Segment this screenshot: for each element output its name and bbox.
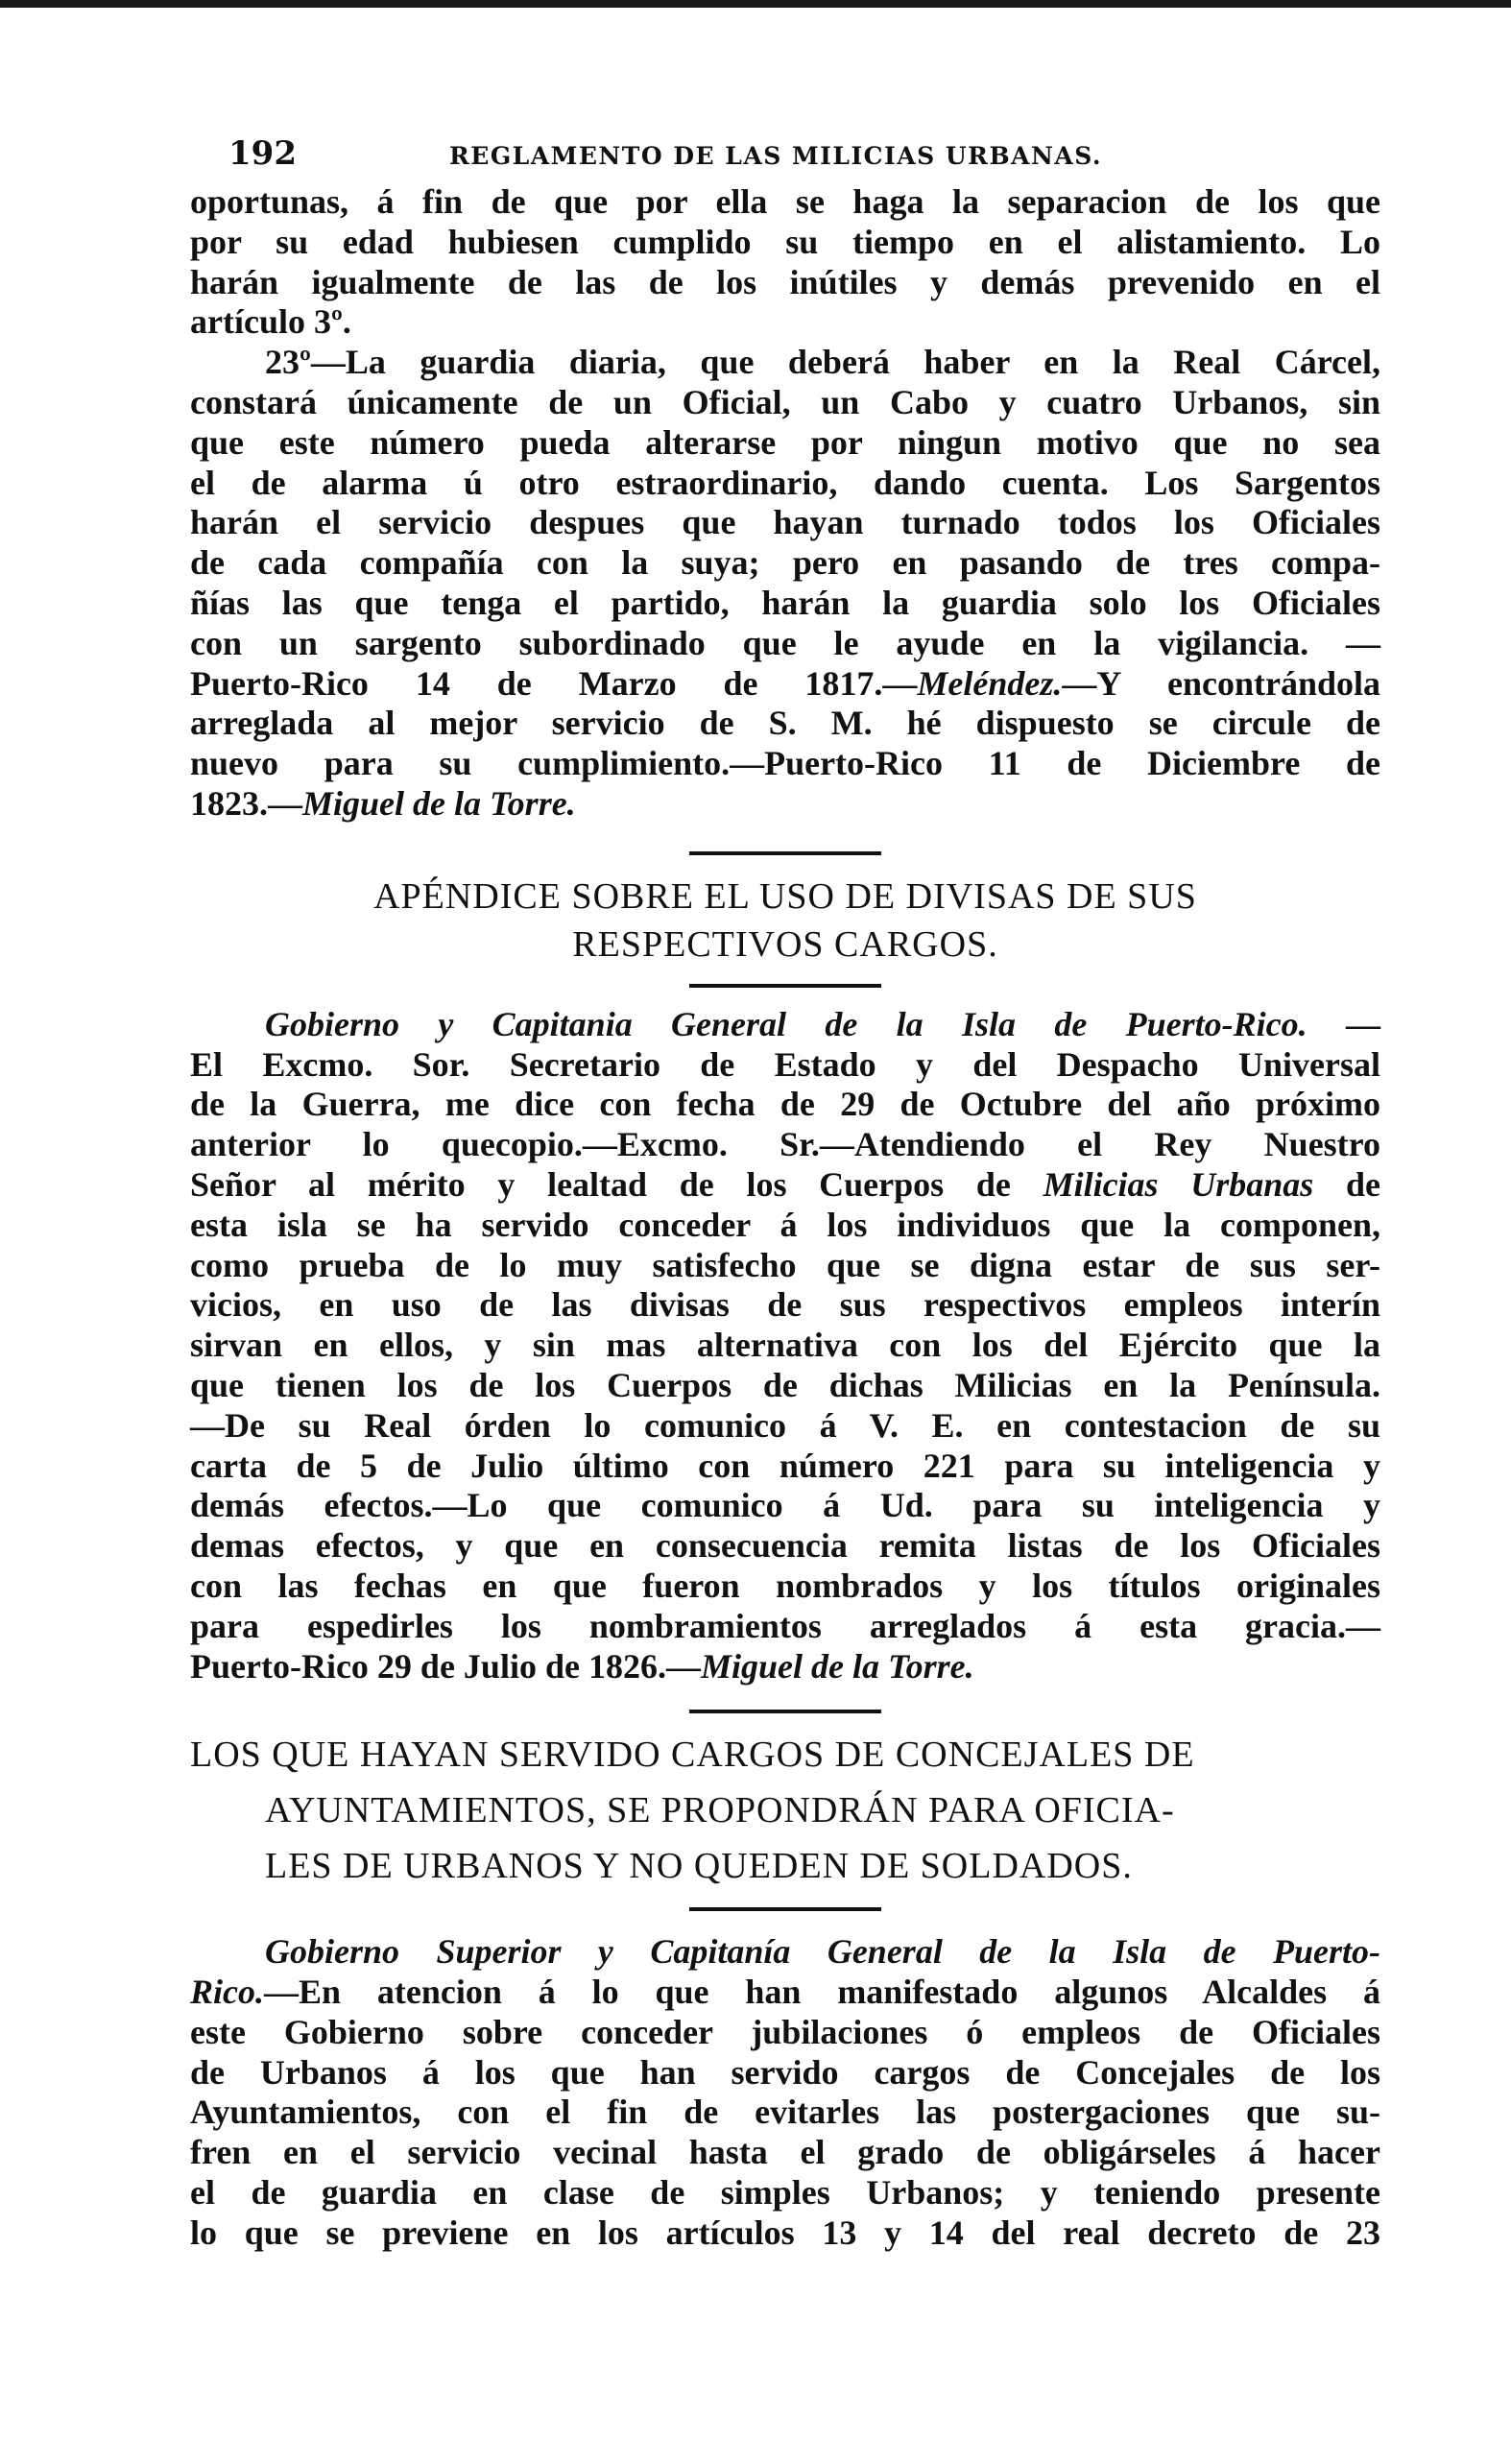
text-segment: Señor al mérito y lealtad de los Cuerpos de [190, 1164, 1043, 1204]
text-line-with-signature [190, 664, 1380, 705]
book-page [190, 134, 1380, 2254]
text-line-with-signature [190, 784, 1380, 825]
text-line: constará únicamente de un Oficial, un Cabo y cuatro Urbanos, sin [190, 382, 1380, 421]
text-line: El Excmo. Sor. Secretario de Estado y del Despacho Universal [190, 1044, 1380, 1084]
text-line: fren en el servicio vecinal hasta el grado de obligárseles á hacer [190, 2133, 1380, 2172]
scan-top-edge [0, 0, 1511, 8]
text-line: arreglada al mejor servicio de S. M. hé dispuesto se circule de [190, 704, 1380, 743]
heading-line: LES DE URBANOS Y NO QUEDEN DE SOLDADOS. [265, 1846, 1133, 1887]
text-line: el de guardia en clase de simples Urbanos; y teniendo presente [190, 2173, 1380, 2213]
text-line: demas efectos, y que en consecuencia remita listas de los Oficiales [190, 1526, 1380, 1566]
text-line: con las fechas en que fueron nombrados y los títulos originales [190, 1566, 1380, 1605]
text-line: de cada compañía con la suya; pero en pasando de tres compa- [190, 543, 1380, 583]
text-line: nuevo para su cumplimiento.—Puerto-Rico 11 de Diciembre de [190, 744, 1380, 783]
text-line: este Gobierno sobre conceder jubilaciones ó empleos de Oficiales [190, 2012, 1380, 2051]
decree-divisas [190, 1005, 1380, 1687]
text-segment: —Y encontrándola [1062, 663, 1380, 703]
heading-line: LOS QUE HAYAN SERVIDO CARGOS DE CONCEJALES DE [190, 1734, 1195, 1776]
text-line: por su edad hubiesen cumplido su tiempo en el alistamiento. Lo [190, 222, 1380, 261]
text-segment: —En atencion á lo que han manifestado algunos Alcaldes á [264, 1973, 1380, 2012]
heading-line: APÉNDICE SOBRE EL USO DE DIVISAS DE SUS [373, 875, 1197, 917]
text-line: el de alarma ú otro estraordinario, dando cuenta. Los Sargentos [190, 463, 1380, 502]
text-line-with-italic [190, 1165, 1380, 1206]
text-line: ñías las que tenga el partido, harán la guardia solo los Oficiales [190, 583, 1380, 622]
text-line: de Urbanos á los que han servido cargos de Concejales de los [190, 2052, 1380, 2092]
text-line: carta de 5 de Julio último con número 221 para su inteligencia y [190, 1446, 1380, 1485]
text-line: harán igualmente de las de los inútiles y demás prevenido en el [190, 262, 1380, 301]
text-segment: 1823.— [190, 783, 302, 823]
italic-milicias-urbanas: Milicias Urbanas [1043, 1164, 1314, 1204]
signature-miguel-de-la-torre: Miguel de la Torre. [700, 1646, 974, 1686]
running-head [190, 134, 1380, 182]
text-line: sirvan en ellos, y sin mas alternativa con los del Ejército que la [190, 1326, 1380, 1365]
text-line: —De su Real órden lo comunico á V. E. en contestacion de su [190, 1405, 1380, 1445]
section-heading-divisas [190, 873, 1380, 969]
heading-line: AYUNTAMIENTOS, SE PROPONDRÁN PARA OFICIA- [265, 1790, 1175, 1831]
signature-miguel-de-la-torre: Miguel de la Torre. [302, 783, 576, 823]
text-line: harán el servicio despues que hayan turnado todos los Oficiales [190, 503, 1380, 542]
section-heading-concejales [190, 1727, 1380, 1894]
paragraph-continuation [190, 182, 1380, 343]
text-line: como prueba de lo muy satisfecho que se digna estar de sus ser- [190, 1245, 1380, 1284]
running-title: REGLAMENTO DE LAS MILICIAS URBANAS. [449, 142, 1103, 170]
text-line: oportunas, á fin de que por ella se haga la separacion de los que [190, 182, 1380, 221]
text-line: de la Guerra, me dice con fecha de 29 de Octubre del año próximo [190, 1085, 1380, 1124]
text-line: esta isla se ha servido conceder á los individuos que la componen, [190, 1205, 1380, 1244]
text-line: lo que se previene en los artículos 13 y 14 del real decreto de 23 [190, 2213, 1380, 2252]
text-line-with-signature [190, 1647, 1380, 1687]
text-line: vicios, en uso de las divisas de sus respectivos empleos interín [190, 1285, 1380, 1325]
article-23 [190, 343, 1380, 825]
text-line: 23º—La guardia diaria, que deberá haber en la Real Cárcel, [265, 343, 1380, 382]
heading-line: RESPECTIVOS CARGOS. [572, 923, 998, 965]
source-attribution [190, 1932, 1380, 1973]
source-text: Gobierno Superior y Capitanía General de la Isla de Puerto- [265, 1932, 1380, 1972]
page-number: 192 [228, 134, 297, 173]
source-text: Rico. [190, 1973, 264, 2012]
source-attribution: Gobierno y Capitania General de la Isla de Puerto-Rico. [265, 1004, 1307, 1043]
text-line: que tienen los de los Cuerpos de dichas Milicias en la Península. [190, 1365, 1380, 1404]
text-segment: de [1313, 1164, 1381, 1204]
text-line: anterior lo quecopio.—Excmo. Sr.—Atendiendo el Rey Nuestro [190, 1125, 1380, 1164]
text-line-source [190, 1005, 1380, 1045]
text-segment: Puerto-Rico 29 de Julio de 1826.— [190, 1646, 701, 1686]
signature-melendez: Meléndez. [917, 663, 1063, 703]
text-line: con un sargento subordinado que le ayude en la vigilancia. — [190, 623, 1380, 662]
text-line-with-source [190, 1973, 1380, 2013]
text-line: para espedirles los nombramientos arreglados á esta gracia.— [190, 1606, 1380, 1645]
decree-concejales [190, 1932, 1380, 2253]
text-line: demás efectos.—Lo que comunico á Ud. para su inteligencia y [190, 1486, 1380, 1525]
text-segment: — [1307, 1004, 1381, 1043]
text-line: que este número pueda alterarse por ningun motivo que no sea [190, 422, 1380, 462]
text-line: Ayuntamientos, con el fin de evitarles las postergaciones que su- [190, 2093, 1380, 2132]
text-segment: Puerto-Rico 14 de Marzo de 1817.— [190, 663, 918, 703]
text-line: artículo 3º. [190, 302, 351, 342]
